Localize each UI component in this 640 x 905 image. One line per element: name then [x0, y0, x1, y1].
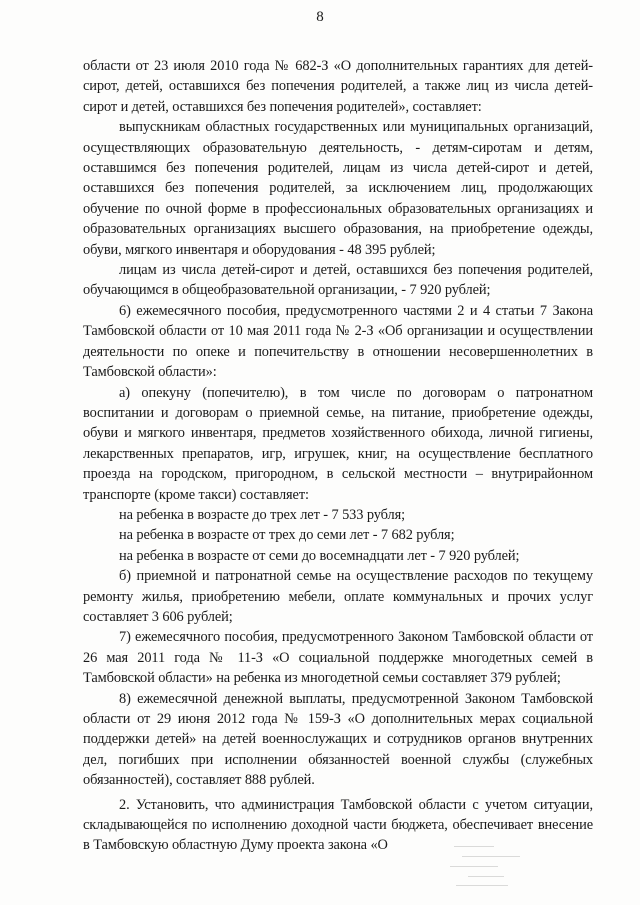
paragraph-law-reference: области от 23 июля 2010 года № 682-З «О дополнительных гарантиях для детей-сирот, детей, оставшихся без попечения родителей, а также лиц из числа детей-сирот и детей, оставшихся без попечения родителей», составляет:: [83, 58, 593, 115]
faint-stamp-mark: [448, 840, 526, 892]
list-item-under-three: на ребенка в возрасте до трех лет - 7 533 рубля;: [119, 506, 406, 523]
paragraph-orphans-students: лицам из числа детей-сирот и детей, оставшихся без попечения родителей, обучающимся в общеобразовательной организации, - 7 920 рублей;: [83, 262, 593, 299]
paragraph-item-6: 6) ежемесячного пособия, предусмотренного частями 2 и 4 статьи 7 Закона Тамбовской области от 10 мая 2011 года № 2-З «Об организации и осуществлении деятельности по опеке и попечительству в отношении несовершеннолетних в Тамбовской области»:: [83, 302, 593, 381]
paragraph-section-2: 2. Установить, что администрация Тамбовской области с учетом ситуации, складывающейся по исполнению доходной части бюджета, обеспечивает внесение в Тамбовскую областную Думу проекта закона «О: [83, 796, 593, 854]
paragraph-item-7: 7) ежемесячного пособия, предусмотренного Законом Тамбовской области от 26 мая 2011 года № 11-З «О социальной поддержке многодетных семей в Тамбовской области» на ребенка из многодетной семьи составляет 379 рублей;: [83, 629, 593, 687]
list-item-three-to-seven: на ребенка в возрасте от трех до семи лет - 7 682 рубля;: [119, 527, 455, 544]
paragraph-item-6a: а) опекуну (попечителю), в том числе по договорам о патронатном воспитании и договорам о приемной семье, на питание, приобретение одежды, обуви и мягкого инвентаря, предметов хозяйственного обихода, личной гигиены, лекарственных препаратов, игр, игрушек, книг, на осуществление бесплатного проезда на городском, пригородном, в сельской местности – внутрирайонном транспорте (кроме такси) составляет:: [83, 384, 593, 503]
list-item-seven-to-eighteen: на ребенка в возрасте от семи до восемнадцати лет - 7 920 рублей;: [119, 547, 520, 564]
paragraph-item-6b: б) приемной и патронатной семье на осуществление расходов по текущему ремонту жилья, приобретению мебели, оплате коммунальных и прочих услуг составляет 3 606 рублей;: [83, 568, 593, 625]
document-body: [83, 56, 593, 856]
paragraph-graduates: выпускникам областных государственных или муниципальных организаций, осуществляющих образовательную деятельность, - детям-сиротам и детям, оставшимся без попечения родителей, лицам из числа детей-сирот и детей, оставшихся без попечения родителей, за исключением лиц, продолжающих обучение по очной форме в профессиональных образовательных организациях и образовательных организациях высшего образования, на приобретение одежды, обуви, мягкого инвентаря и оборудования - 48 395 рублей;: [83, 119, 593, 258]
paragraph-item-8: 8) ежемесячной денежной выплаты, предусмотренной Законом Тамбовской области от 29 июня 2012 года № 159-З «О дополнительных мерах социальной поддержки детей» на детей военнослужащих и сотрудников органов внутренних дел, погибших при исполнении обязанностей военной службы (служебных обязанностей), составляет 888 рублей.: [83, 690, 593, 789]
page-number: 8: [316, 9, 324, 25]
